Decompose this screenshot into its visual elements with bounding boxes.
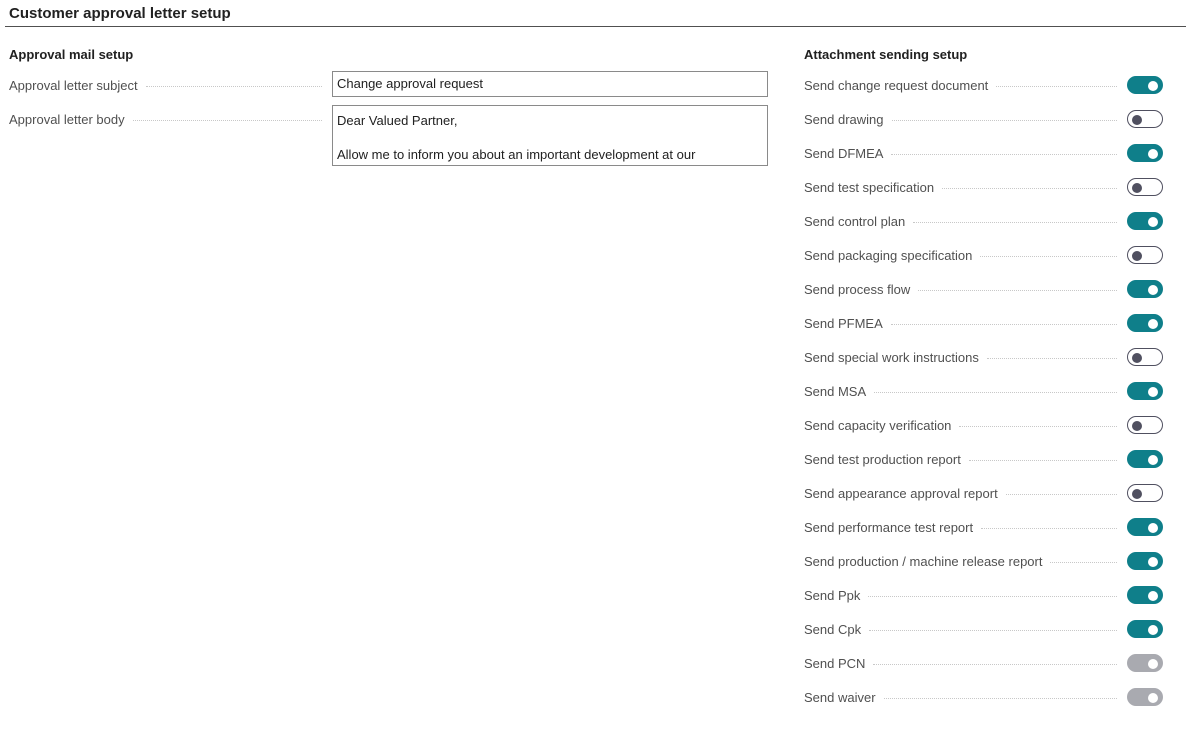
leader-dots [891, 154, 1117, 155]
attachment-toggle[interactable] [1127, 620, 1163, 638]
attachment-label: Send packaging specification [804, 247, 973, 263]
attachment-row [804, 207, 1163, 235]
attachment-row [804, 105, 1163, 133]
attachment-toggle [1127, 654, 1163, 672]
toggle-knob [1132, 421, 1142, 431]
attachment-row [804, 343, 1163, 371]
leader-dots [980, 256, 1117, 257]
leader-dots [918, 290, 1117, 291]
attachment-label: Send PCN [804, 655, 866, 671]
attachment-row [804, 547, 1163, 575]
leader-dots [874, 392, 1117, 393]
attachment-label: Send control plan [804, 213, 906, 229]
attachment-row [804, 71, 1163, 99]
attachment-label: Send MSA [804, 383, 867, 399]
attachment-label: Send Ppk [804, 587, 861, 603]
toggle-knob [1148, 149, 1158, 159]
attachment-toggle[interactable] [1127, 280, 1163, 298]
body-field-row [9, 105, 332, 133]
attachment-label: Send change request document [804, 77, 989, 93]
attachment-toggle[interactable] [1127, 314, 1163, 332]
attachment-toggle [1127, 688, 1163, 706]
attachment-section-title: Attachment sending setup [804, 47, 968, 62]
attachment-label: Send test production report [804, 451, 961, 467]
attachment-row [804, 445, 1163, 473]
leader-dots [892, 120, 1118, 121]
attachment-label: Send performance test report [804, 519, 974, 535]
toggle-knob [1132, 115, 1142, 125]
toggle-knob [1132, 489, 1142, 499]
attachment-label: Send capacity verification [804, 417, 952, 433]
attachment-toggle[interactable] [1127, 450, 1163, 468]
attachment-row [804, 173, 1163, 201]
body-label: Approval letter body [9, 111, 125, 127]
attachment-label: Send drawing [804, 111, 884, 127]
attachment-toggle[interactable] [1127, 76, 1163, 94]
subject-leader-dots [146, 86, 322, 87]
toggle-knob [1148, 285, 1158, 295]
leader-dots [1006, 494, 1117, 495]
toggle-knob [1148, 217, 1158, 227]
page-title: Customer approval letter setup [9, 5, 231, 22]
attachment-label: Send PFMEA [804, 315, 883, 331]
toggle-knob [1148, 319, 1158, 329]
attachment-label: Send Cpk [804, 621, 862, 637]
attachment-label: Send special work instructions [804, 349, 979, 365]
attachment-toggle[interactable] [1127, 144, 1163, 162]
attachment-row [804, 649, 1163, 677]
leader-dots [942, 188, 1117, 189]
attachment-toggle[interactable] [1127, 246, 1163, 264]
attachment-row [804, 309, 1163, 337]
toggle-knob [1148, 591, 1158, 601]
approval-mail-section-title: Approval mail setup [9, 47, 134, 62]
toggle-knob [1148, 557, 1158, 567]
leader-dots [969, 460, 1117, 461]
attachment-row [804, 139, 1163, 167]
leader-dots [873, 664, 1117, 665]
title-divider [5, 26, 1186, 27]
toggle-knob [1148, 693, 1158, 703]
attachment-row [804, 241, 1163, 269]
leader-dots [959, 426, 1117, 427]
leader-dots [913, 222, 1117, 223]
body-leader-dots [133, 120, 322, 121]
attachment-toggle[interactable] [1127, 484, 1163, 502]
leader-dots [868, 596, 1117, 597]
attachment-row [804, 581, 1163, 609]
attachment-toggle[interactable] [1127, 552, 1163, 570]
leader-dots [1050, 562, 1117, 563]
toggle-knob [1132, 251, 1142, 261]
toggle-knob [1148, 387, 1158, 397]
attachment-row [804, 411, 1163, 439]
attachment-row [804, 513, 1163, 541]
attachment-label: Send DFMEA [804, 145, 884, 161]
toggle-knob [1148, 659, 1158, 669]
subject-input[interactable]: Change approval request [332, 71, 768, 97]
leader-dots [987, 358, 1117, 359]
attachment-toggle[interactable] [1127, 586, 1163, 604]
attachment-label: Send process flow [804, 281, 911, 297]
toggle-knob [1148, 523, 1158, 533]
subject-label: Approval letter subject [9, 77, 138, 93]
toggle-knob [1132, 183, 1142, 193]
attachment-row [804, 479, 1163, 507]
attachment-toggle[interactable] [1127, 382, 1163, 400]
leader-dots [891, 324, 1117, 325]
attachment-toggle[interactable] [1127, 212, 1163, 230]
attachment-toggle[interactable] [1127, 348, 1163, 366]
attachment-toggle[interactable] [1127, 178, 1163, 196]
toggle-knob [1132, 353, 1142, 363]
attachment-label: Send test specification [804, 179, 935, 195]
attachment-label: Send waiver [804, 689, 876, 705]
attachment-toggle[interactable] [1127, 518, 1163, 536]
attachment-label: Send production / machine release report [804, 553, 1043, 569]
attachment-row [804, 377, 1163, 405]
attachment-label: Send appearance approval report [804, 485, 998, 501]
toggle-knob [1148, 81, 1158, 91]
attachment-row [804, 615, 1163, 643]
subject-field-row [9, 71, 332, 99]
attachment-toggle[interactable] [1127, 110, 1163, 128]
attachment-row [804, 275, 1163, 303]
attachment-row [804, 683, 1163, 711]
toggle-knob [1148, 625, 1158, 635]
toggle-knob [1148, 455, 1158, 465]
leader-dots [996, 86, 1117, 87]
leader-dots [981, 528, 1117, 529]
body-textarea[interactable]: Dear Valued Partner, Allow me to inform you about an important development at our [332, 105, 768, 166]
leader-dots [884, 698, 1117, 699]
attachment-toggle[interactable] [1127, 416, 1163, 434]
leader-dots [869, 630, 1117, 631]
